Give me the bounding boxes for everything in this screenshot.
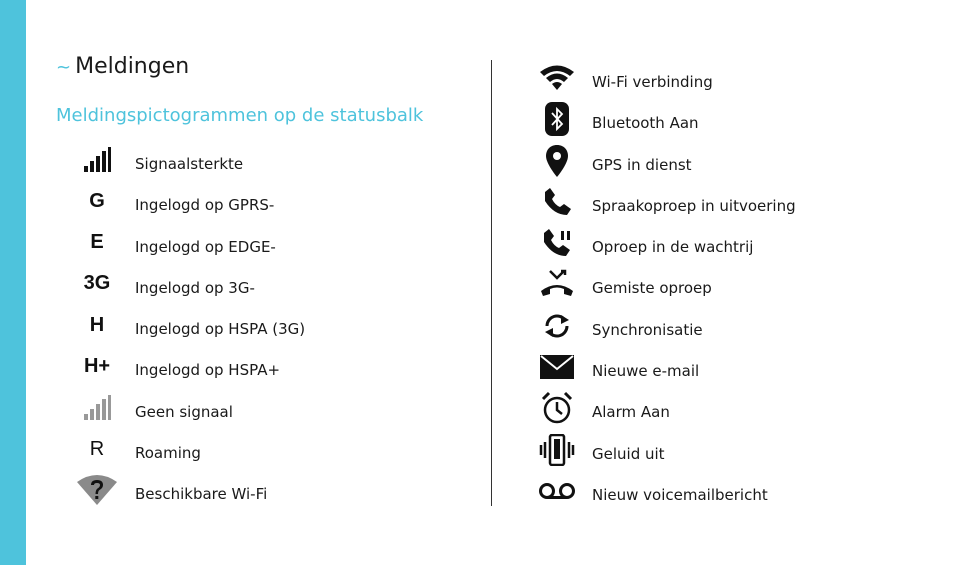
- side-accent-bar: [0, 0, 26, 565]
- item-label: Ingelogd op GPRS-: [135, 196, 275, 215]
- edge-glyph: E: [90, 231, 104, 254]
- hspa-plus-icon: [74, 348, 120, 384]
- email-icon: [534, 349, 580, 385]
- voicemail-icon: [534, 473, 580, 509]
- missed-call-icon: [534, 266, 580, 302]
- roaming-icon: [74, 431, 120, 467]
- item-label: Beschikbare Wi-Fi: [135, 485, 268, 504]
- signal-strength-icon: [74, 142, 120, 178]
- bluetooth-icon: [534, 101, 580, 137]
- item-label: Roaming: [135, 444, 201, 463]
- item-label: Signaalsterkte: [135, 155, 244, 173]
- call-icon: [534, 184, 580, 220]
- 3g-icon: [74, 266, 120, 302]
- item-label: Synchronisatie: [592, 320, 703, 339]
- item-label: Geen signaal: [135, 402, 233, 421]
- 3g-glyph: 3G: [83, 272, 111, 295]
- sync-icon: [534, 308, 580, 344]
- gprs-glyph: G: [89, 189, 105, 212]
- item-label: Ingelogd op HSPA+: [135, 361, 281, 380]
- column-divider: [491, 60, 492, 506]
- item-label: Ingelogd op 3G-: [135, 278, 255, 297]
- item-label: Wi-Fi verbinding: [592, 73, 713, 91]
- item-label: Ingelogd op EDGE-: [135, 237, 276, 256]
- title-tilde: ~: [56, 57, 72, 78]
- title-text: Meldingen: [75, 54, 190, 79]
- vibrate-icon: [534, 432, 580, 468]
- call-hold-icon: [534, 225, 580, 261]
- item-label: Nieuwe e-mail: [592, 362, 700, 381]
- hspa-icon: [74, 307, 120, 343]
- item-label: Ingelogd op HSPA (3G): [135, 320, 306, 339]
- item-label: Nieuw voicemailbericht: [592, 485, 768, 504]
- hspa-plus-glyph: H+: [83, 354, 111, 377]
- item-label: Alarm Aan: [592, 403, 670, 422]
- roaming-glyph: R: [89, 437, 105, 460]
- section-heading: Meldingspictogrammen op de statusbalk: [56, 105, 424, 126]
- hspa-glyph: H: [89, 313, 105, 336]
- no-signal-icon: [74, 390, 120, 426]
- alarm-icon: [534, 390, 580, 426]
- item-label: Gemiste oproep: [592, 279, 712, 298]
- item-label: Oproep in de wachtrij: [592, 238, 754, 257]
- item-label: GPS in dienst: [592, 155, 692, 174]
- item-label: Bluetooth Aan: [592, 114, 699, 133]
- gps-icon: [534, 143, 580, 179]
- page-title: [56, 54, 189, 79]
- wifi-icon: [534, 60, 580, 96]
- gprs-icon: [74, 183, 120, 219]
- item-label: Spraakoproep in uitvoering: [592, 196, 796, 215]
- item-label: Geluid uit: [592, 444, 665, 463]
- edge-icon: [74, 225, 120, 261]
- wifi-available-icon: [74, 472, 120, 508]
